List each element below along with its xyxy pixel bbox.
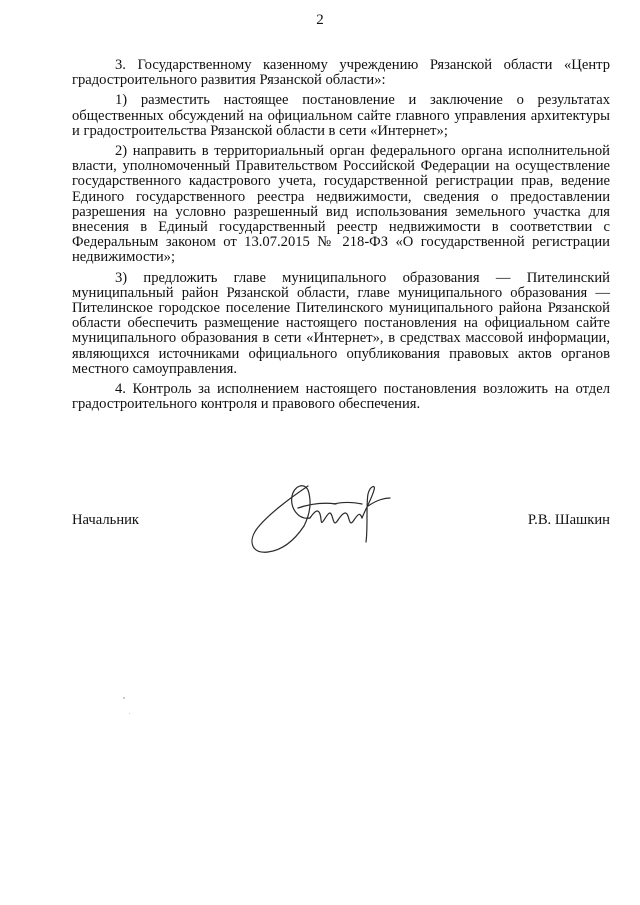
scan-artifact [129, 713, 130, 714]
scan-artifact [123, 697, 125, 699]
paragraph-item-4: 4. Контроль за исполнением настоящего постановления возложить на отдел градостроительного контроля и правового обеспечения. [72, 381, 610, 413]
signatory-title: Начальник [72, 512, 140, 528]
paragraph-item-3: 3. Государственному казенному учреждению Рязанской области «Центр градостроительного развития Рязанской области»: [72, 57, 610, 89]
subparagraph-2: 2) направить в территориальный орган федерального органа исполнительной власти, уполномоченный Правительством Российской Федерации на осуществление государственного кадастрового учета, государственной регистрации прав, ведение Единого государственного реестра недвижимости, сведения о предоставлении разрешения на условно разрешенный вид использования земельного участка для внесения в Единый государственный реестр недвижимости в соответствии с Федеральным законом от 13.07.2015 № 218-ФЗ «О государственной регистрации недвижимости»; [72, 143, 610, 266]
handwritten-signature [238, 468, 418, 568]
signatory-name: Р.В. Шашкин [527, 512, 610, 528]
page-number: 2 [316, 12, 324, 28]
subparagraph-3: 3) предложить главе муниципального образования — Пителинский муниципальный район Рязанской области, главе муниципального образования — Пителинское городское поселение Пителинского муниципального района Рязанской области обеспечить размещение настоящего постановления на официальном сайте муниципального образования в сети «Интернет», в средствах массовой информации, являющихся источниками официального опубликования правовых актов органов местного самоуправления. [72, 269, 610, 377]
document-body [72, 58, 610, 417]
subparagraph-1: 1) разместить настоящее постановление и заключение о результатах общественных обсуждений на официальном сайте главного управления архитектуры и градостроительства Рязанской области в сети «Интернет»; [72, 92, 610, 139]
